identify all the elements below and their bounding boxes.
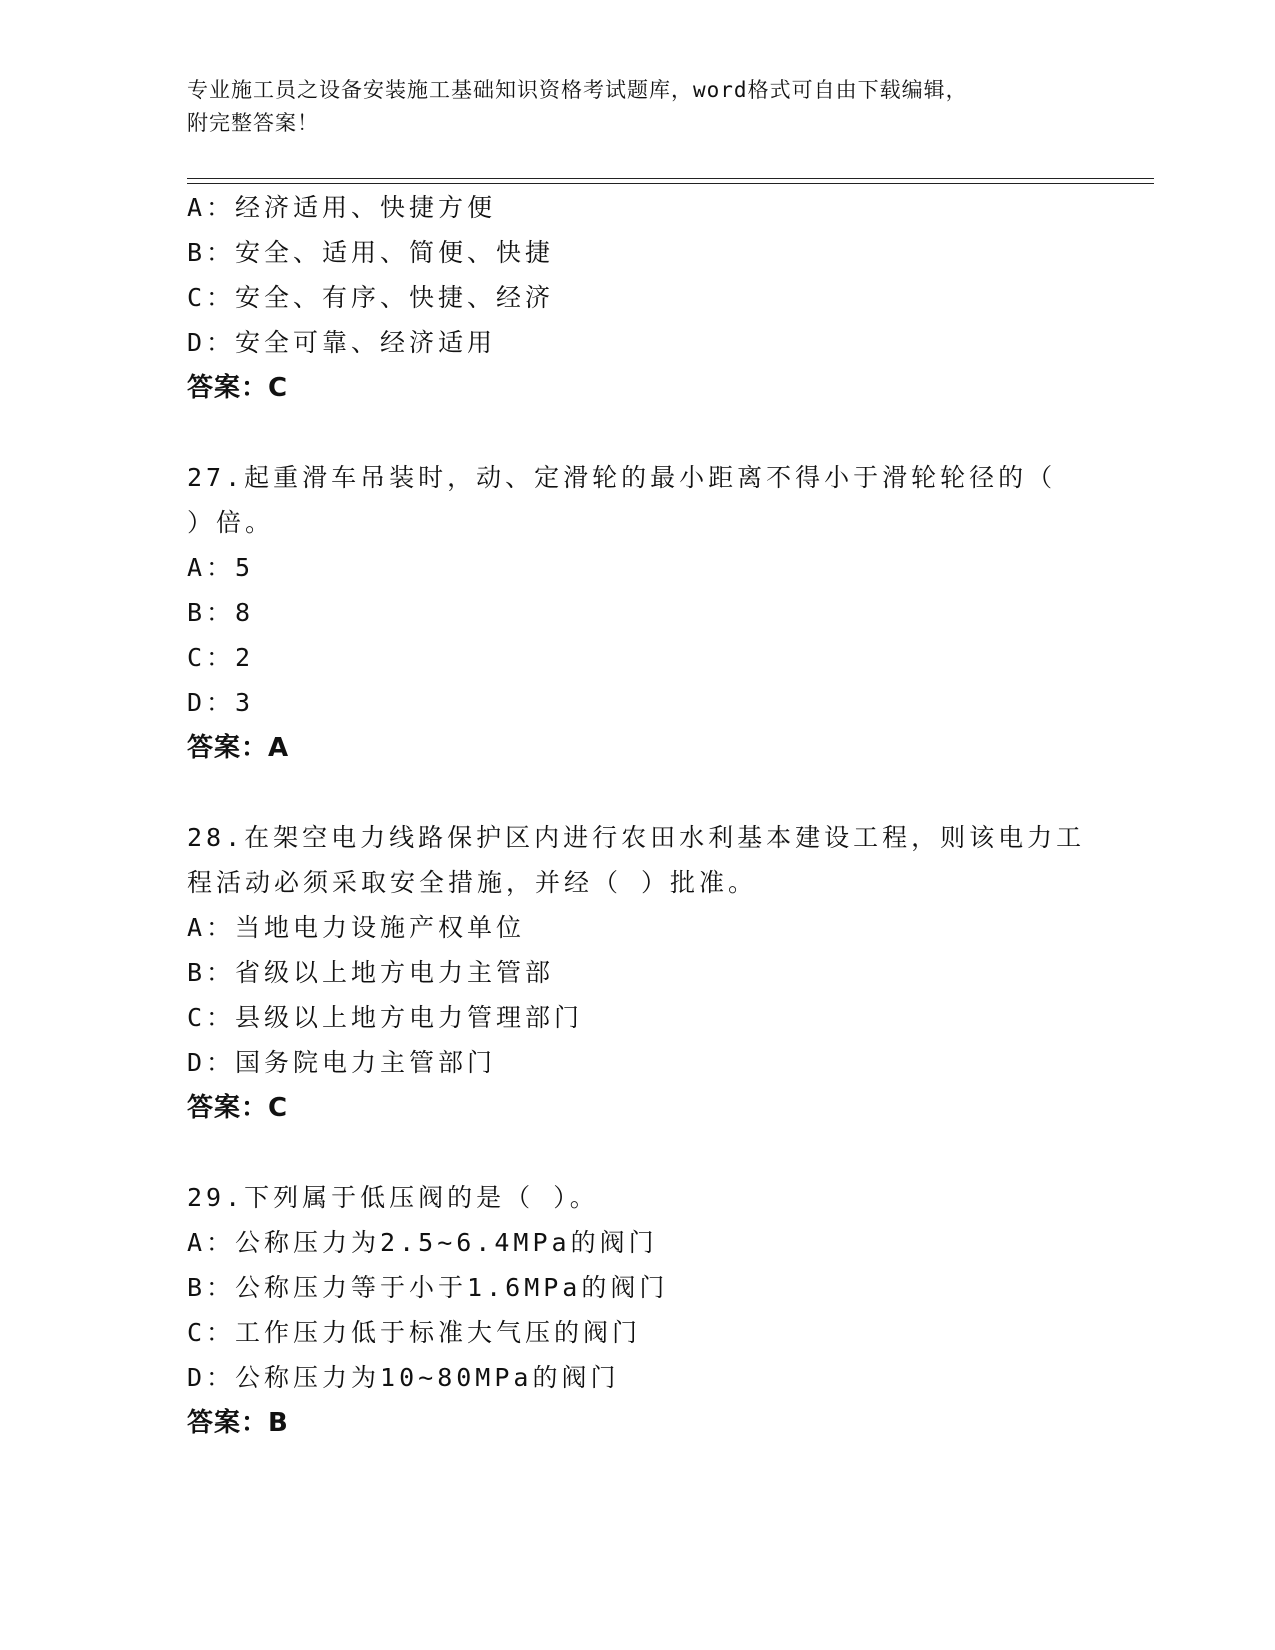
q29-option-d: D：公称压力为10~80MPa的阀门 xyxy=(187,1363,620,1392)
q29-answer: 答案：B xyxy=(187,1408,289,1438)
q28-stem-line-1: 28.在架空电力线路保护区内进行农田水利基本建设工程，则该电力工 xyxy=(187,823,1086,852)
q29-option-c: C：工作压力低于标准大气压的阀门 xyxy=(187,1318,642,1347)
q27-option-b: B：8 xyxy=(187,598,255,627)
header-line-2: 附完整答案！ xyxy=(187,111,319,135)
q26-option-c: C：安全、有序、快捷、经济 xyxy=(187,283,555,312)
document-header xyxy=(187,74,1087,140)
header-divider-top xyxy=(187,178,1154,179)
q29-stem-line-1: 29.下列属于低压阀的是（ ）。 xyxy=(187,1183,599,1212)
q28-option-b: B：省级以上地方电力主管部 xyxy=(187,958,555,987)
q27-option-d: D：3 xyxy=(187,688,255,717)
q29-option-b: B：公称压力等于小于1.6MPa的阀门 xyxy=(187,1273,669,1302)
q28-option-a: A：当地电力设施产权单位 xyxy=(187,913,526,942)
q27-stem-line-2: ）倍。 xyxy=(187,508,275,537)
q29-option-a: A：公称压力为2.5~6.4MPa的阀门 xyxy=(187,1228,658,1257)
header-divider-bottom xyxy=(187,183,1154,184)
q27-stem-line-1: 27.起重滑车吊装时，动、定滑轮的最小距离不得小于滑轮轮径的（ xyxy=(187,463,1057,492)
header-line-1: 专业施工员之设备安装施工基础知识资格考试题库，word格式可自由下载编辑， xyxy=(187,78,968,102)
q26-option-a: A：经济适用、快捷方便 xyxy=(187,193,497,222)
q28-option-c: C：县级以上地方电力管理部门 xyxy=(187,1003,584,1032)
q26-option-d: D：安全可靠、经济适用 xyxy=(187,328,497,357)
q28-answer: 答案：C xyxy=(187,1093,289,1123)
q26-answer: 答案：C xyxy=(187,373,289,403)
q28-stem-line-2: 程活动必须采取安全措施，并经（ ）批准。 xyxy=(187,868,758,897)
q28-option-d: D：国务院电力主管部门 xyxy=(187,1048,497,1077)
q27-option-a: A：5 xyxy=(187,553,255,582)
q26-option-b: B：安全、适用、简便、快捷 xyxy=(187,238,555,267)
q27-option-c: C：2 xyxy=(187,643,255,672)
q27-answer: 答案：A xyxy=(187,733,290,763)
